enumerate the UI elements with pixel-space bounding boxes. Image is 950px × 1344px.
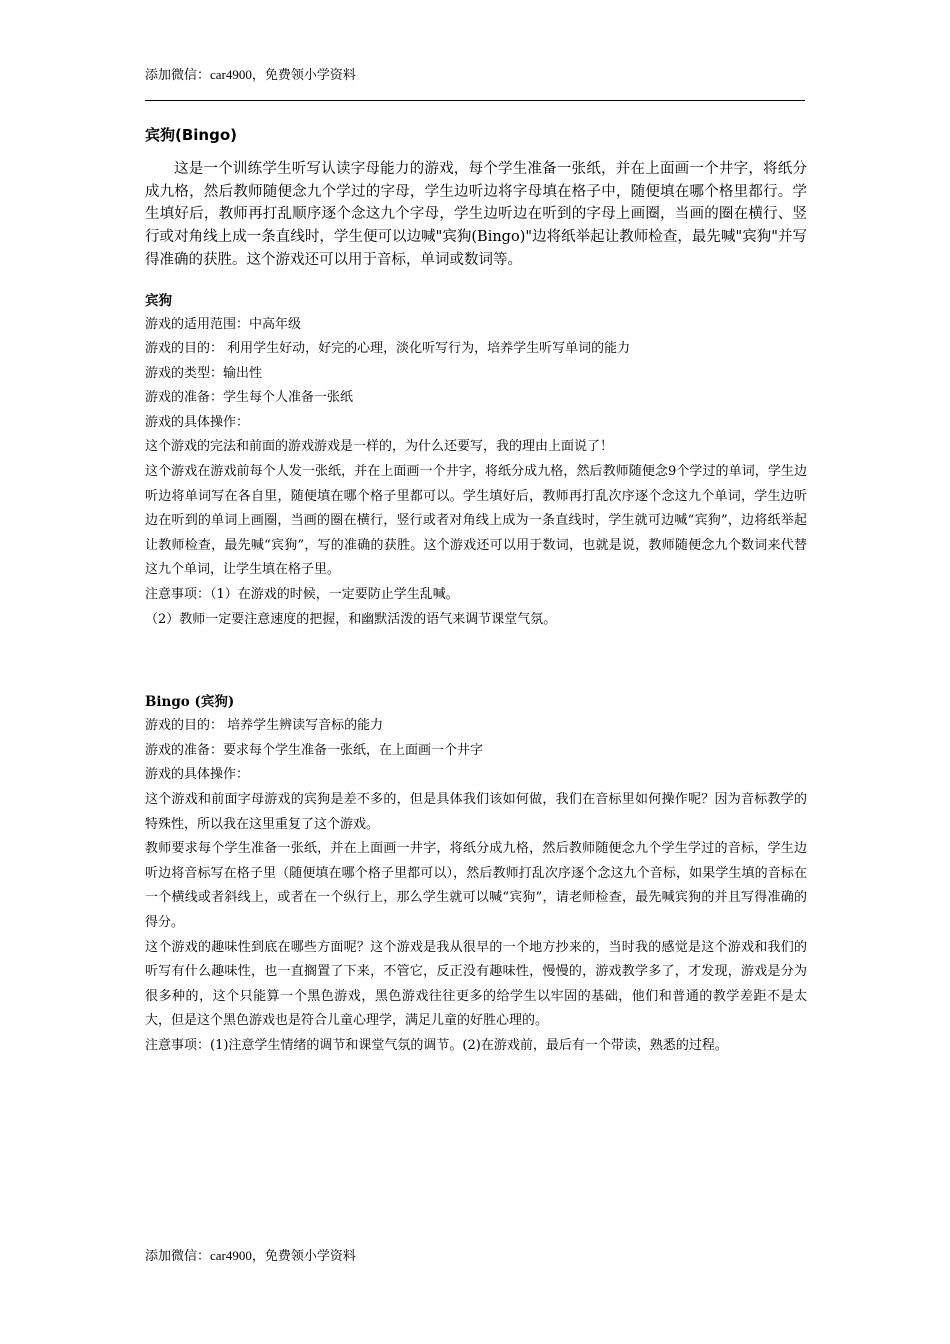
section-title-bingo-phonetics: Bingo (宾狗) xyxy=(145,694,235,711)
game-preparation: 游戏的准备：学生每个人准备一张纸 xyxy=(145,390,354,406)
phonetics-notes: 注意事项：(1)注意学生情绪的调节和课堂气氛的调节。(2)在游戏前，最后有一个带读，熟悉的过程。 xyxy=(145,1037,728,1053)
game-procedure-intro: 这个游戏的完法和前面的游戏游戏是一样的，为什么还要写，我的理由上面说了！ xyxy=(145,439,614,455)
game-note-2: （2）教师一定要注意速度的把握，和幽默活泼的语气来调节课堂气氛。 xyxy=(145,611,557,627)
document-body xyxy=(145,124,807,1059)
phonetics-procedure-intro: 这个游戏和前面字母游戏的宾狗是差不多的，但是具体我们该如何做，我们在音标里如何操作呢？因为音标教学的特殊性，所以我在这里重复了这个游戏。 xyxy=(145,792,807,832)
game-type: 游戏的类型：输出性 xyxy=(145,365,263,381)
phonetics-preparation: 游戏的准备：要求每个学生准备一张纸，在上面画一个井字 xyxy=(145,742,484,758)
game-procedure-label: 游戏的具体操作： xyxy=(145,414,250,430)
game-scope: 游戏的适用范围：中高年级 xyxy=(145,316,302,332)
section-title-bingo-words: 宾狗 xyxy=(145,292,172,309)
phonetics-procedure-label: 游戏的具体操作： xyxy=(145,767,250,783)
intro-paragraph: 这是一个训练学生听写认读字母能力的游戏，每个学生准备一张纸，并在上面画一个井字，将纸分成九格，然后教师随便念九个学过的字母，学生边听边将字母填在格子中，随便填在哪个格里都行。学生填好后，教师再打乱顺序逐个念这九个字母，学生边听边在听到的字母上画圈，当画的圈在横行、竖行或对角线上成一条直线时，学生便可以边喊"宾狗(Bingo)"边将纸举起让教师检查，最先喊"宾狗"并写得准确的获胜。这个游戏还可以用于音标，单词或数词等。 xyxy=(145,161,807,268)
phonetics-procedure-detail: 教师要求每个学生准备一张纸，并在上面画一井字，将纸分成九格，然后教师随便念九个学生学过的音标，学生边听边将音标写在格子里（随便填在哪个格子里都可以），然后教师打乱次序逐个念这九个音标，如果学生填的音标在一个横线或者斜线上，或者在一个纵行上，那么学生就可以喊“宾狗”，请老师检查，最先喊宾狗的并且写得准确的得分。 xyxy=(145,841,807,930)
phonetics-purpose: 游戏的目的： 培养学生辨读写音标的能力 xyxy=(145,718,384,734)
page-footer: 添加微信：car4900，免费领小学资料 xyxy=(145,1248,356,1263)
page-header: 添加微信：car4900，免费领小学资料 xyxy=(145,67,356,82)
header-divider xyxy=(145,100,805,101)
game-purpose: 游戏的目的： 利用学生好动，好完的心理，淡化听写行为，培养学生听写单词的能力 xyxy=(145,341,631,357)
game-note-1: 注意事项：（1）在游戏的时候，一定要防止学生乱喊。 xyxy=(145,587,459,603)
game-procedure-detail: 这个游戏在游戏前每个人发一张纸，并在上面画一个井字，将纸分成九格，然后教师随便念9个学过的单词，学生边听边将单词写在各自里，随便填在哪个格子里都可以。学生填好后，教师再打乱次序逐个念这九个单词，学生边听边在听到的单词上画圈，当画的圈在横行，竖行或者对角线上成为一条直线时，学生就可边喊“宾狗”，边将纸举起让教师检查，最先喊“宾狗”，写的准确的获胜。这个游戏还可以用于数词，也就是说，教师随便念九个数词来代替这九个单词，让学生填在格子里。 xyxy=(145,464,807,578)
phonetics-reflection: 这个游戏的趣味性到底在哪些方面呢？这个游戏是我从很早的一个地方抄来的，当时我的感觉是这个游戏和我们的听写有什么趣味性，也一直搁置了下来，不管它，反正没有趣味性，慢慢的，游戏教学多了，才发现，游戏是分为很多种的，这个只能算一个黑色游戏，黑色游戏往往更多的给学生以牢固的基础，他们和普通的教学差距不是太大，但是这个黑色游戏也是符合儿童心理学，满足儿童的好胜心理的。 xyxy=(145,939,807,1029)
section-title-bingo: 宾狗(Bingo) xyxy=(145,126,238,144)
